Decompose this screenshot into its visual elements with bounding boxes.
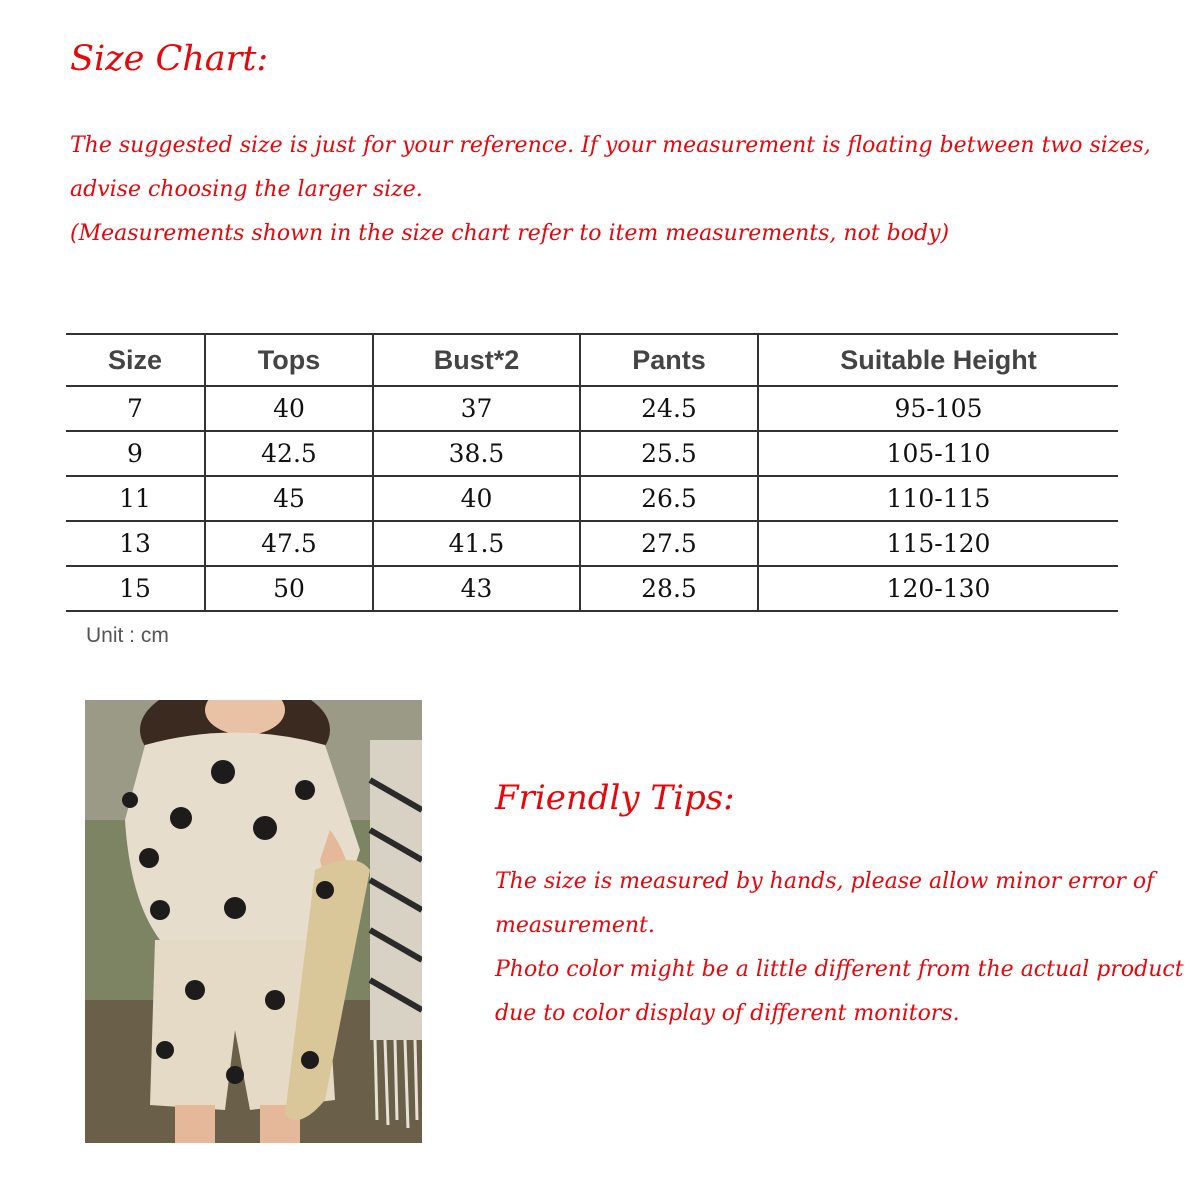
cell-bust: 38.5	[373, 431, 580, 476]
product-photo	[85, 700, 422, 1143]
cell-pants: 24.5	[580, 386, 758, 431]
cell-pants: 27.5	[580, 521, 758, 566]
intro-line-1: The suggested size is just for your reference. If your measurement is floating between two sizes, advise choosing the larger size.	[70, 133, 1151, 202]
tips-text	[495, 860, 1195, 1036]
tips-line-2: Photo color might be a little different from the actual product due to color display of different monitors.	[495, 957, 1184, 1026]
cell-size: 9	[66, 431, 205, 476]
header-pants: Pants	[580, 334, 758, 386]
cell-tops: 47.5	[205, 521, 373, 566]
cell-height: 105-110	[758, 431, 1118, 476]
cell-height: 110-115	[758, 476, 1118, 521]
cell-bust: 43	[373, 566, 580, 611]
cell-size: 15	[66, 566, 205, 611]
intro-text	[70, 124, 1180, 256]
cell-pants: 26.5	[580, 476, 758, 521]
cell-tops: 50	[205, 566, 373, 611]
cell-height: 120-130	[758, 566, 1118, 611]
tips-title: Friendly Tips:	[495, 778, 735, 818]
cell-pants: 25.5	[580, 431, 758, 476]
cell-tops: 45	[205, 476, 373, 521]
cell-pants: 28.5	[580, 566, 758, 611]
table-row	[66, 386, 1118, 431]
table-row	[66, 521, 1118, 566]
cell-height: 95-105	[758, 386, 1118, 431]
table-header-row	[66, 334, 1118, 386]
tips-line-1: The size is measured by hands, please allow minor error of measurement.	[495, 869, 1155, 938]
cell-size: 7	[66, 386, 205, 431]
cell-size: 11	[66, 476, 205, 521]
table-row	[66, 476, 1118, 521]
cell-bust: 41.5	[373, 521, 580, 566]
cell-bust: 40	[373, 476, 580, 521]
page-title: Size Chart:	[70, 39, 269, 79]
cell-tops: 42.5	[205, 431, 373, 476]
cell-bust: 37	[373, 386, 580, 431]
size-chart-table	[66, 333, 1118, 612]
table-row	[66, 431, 1118, 476]
table-row	[66, 566, 1118, 611]
intro-line-2: (Measurements shown in the size chart refer to item measurements, not body)	[70, 221, 950, 246]
cell-height: 115-120	[758, 521, 1118, 566]
product-photo-illustration	[85, 700, 422, 1143]
header-tops: Tops	[205, 334, 373, 386]
header-suitable-height: Suitable Height	[758, 334, 1118, 386]
unit-label: Unit : cm	[86, 624, 169, 647]
cell-tops: 40	[205, 386, 373, 431]
header-bust: Bust*2	[373, 334, 580, 386]
header-size: Size	[66, 334, 205, 386]
cell-size: 13	[66, 521, 205, 566]
